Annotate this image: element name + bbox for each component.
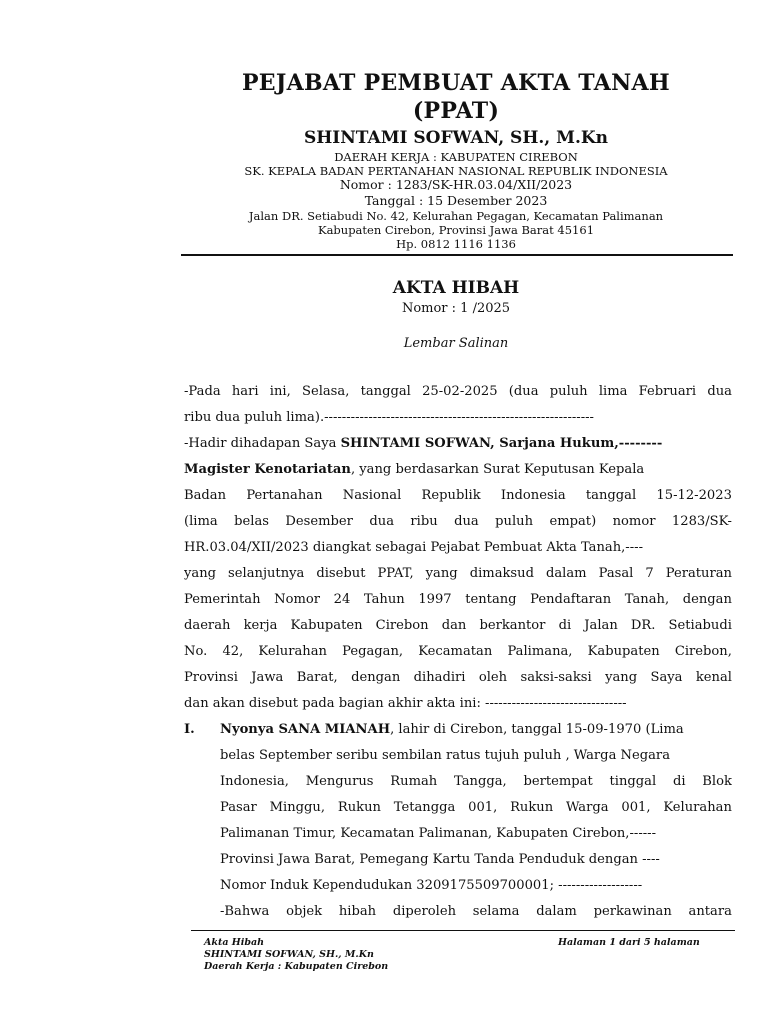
footer-doc-title: Akta Hibah [204,937,265,948]
copy-note: Lembar Salinan [403,336,509,351]
body-word: 7 [645,566,654,581]
body-word: belas [234,514,269,529]
body-word: Kabupaten [587,644,660,659]
body-word: 001, [621,800,651,815]
body-word: Rumah [390,774,438,789]
body-word: Selasa, [301,384,350,399]
body-word: hibah [338,904,377,919]
body-word: empat) [549,514,597,529]
body-word: selanjutnya [228,566,305,581]
party-name: Nyonya SANA MIANAH [220,722,391,737]
body-word: Tanah, [624,592,670,607]
body-word: kenal [695,670,732,685]
body-word: Februari [638,384,697,399]
body-word: Indonesia [500,488,566,503]
body-word: dan [441,618,467,633]
body-line [220,800,732,826]
body-word: dua [369,514,394,529]
letterhead-number: Nomor : 1283/SK-HR.03.04/XII/2023 [339,177,573,192]
body-line [184,592,732,618]
body-word: Pasal [598,566,634,581]
body-line [184,488,732,514]
body-line [184,462,732,488]
body-word: Cirebon, [674,644,732,659]
body-word: dalam [545,566,587,581]
body-word: bertempat [523,774,593,789]
body-word: Tahun [363,592,405,607]
body-text: , yang berdasarkan Surat Keputusan Kepala [350,462,645,477]
body-word: Rukun [337,800,381,815]
body-word: 42, [222,644,244,659]
body-line: Provinsi Jawa Barat, Pemegang Kartu Tanda Penduduk dengan ---- [220,852,660,867]
footer-area: Daerah Kerja : Kabupaten Cirebon [204,961,389,972]
body-word: Kecamatan [418,644,493,659]
body-word: 1283/SK- [671,514,732,529]
body-word: diperoleh [392,904,457,919]
footer-divider [191,930,735,931]
body-text: , lahir di Cirebon, tanggal 15-09-1970 (Lima [390,722,684,737]
body-word: dihadiri [413,670,466,685]
body-word: 001, [468,800,498,815]
body-line [220,774,732,800]
body-text: -Hadir dihadapan Saya [184,436,341,451]
body-word: 24 [333,592,351,607]
body-word: hari [231,384,259,399]
body-word: ini, [269,384,291,399]
body-word: objek [286,904,323,919]
letterhead-subtitle: (PPAT) [412,98,500,124]
body-word: Blok [702,774,732,789]
body-word: Saya [650,670,683,685]
letterhead-sk: SK. KEPALA BADAN PERTANAHAN NASIONAL REPUBLIK INDONESIA [244,164,668,178]
body-word: No. [184,644,208,659]
body-line: HR.03.04/XII/2023 diangkat sebagai Pejabat Pembuat Akta Tanah,---- [184,540,644,555]
body-line [184,670,732,696]
body-word: Jawa [251,670,284,685]
body-word: dalam [536,904,577,919]
body-line [184,436,732,462]
body-word: -Pada [184,384,221,399]
body-word: lima [598,384,628,399]
body-word: 25-02-2025 [422,384,498,399]
body-line [220,904,732,930]
body-word: Pendaftaran [530,592,612,607]
body-word: Pegagan, [342,644,404,659]
body-word: dua [707,384,732,399]
body-word: Palimana, [507,644,573,659]
notary-name: SHINTAMI SOFWAN, Sarjana Hukum,-------- [340,436,663,451]
body-line: Nomor Induk Kependudukan 3209175509700001; ------------------- [220,878,643,893]
body-word: dengan [351,670,401,685]
body-word: selama [472,904,520,919]
body-word: DR. [630,618,656,633]
body-word: Tetangga [393,800,456,815]
body-word: Badan [184,488,227,503]
body-word: di [672,774,686,789]
footer-notary: SHINTAMI SOFWAN, SH., M.Kn [204,949,374,960]
body-word: ribu [410,514,438,529]
body-word: Nomor [274,592,321,607]
body-word: di [558,618,572,633]
body-line: dan akan disebut pada bagian akhir akta ini: -------------------------------- [184,696,627,711]
deed-number: Nomor : 1 /2025 [401,301,511,316]
body-word: tanggal [585,488,637,503]
body-word: tinggal [609,774,657,789]
letterhead-date: Tanggal : 15 Desember 2023 [364,193,548,208]
letterhead-address-2: Kabupaten Cirebon, Provinsi Jawa Barat 45161 [317,223,595,237]
letterhead-name: SHINTAMI SOFWAN, SH., M.Kn [303,128,609,148]
body-line [184,644,732,670]
body-line: ribu dua puluh lima).------------------------------------------------------------- [184,410,594,425]
body-line [184,618,732,644]
body-line: Palimanan Timur, Kecamatan Palimanan, Kabupaten Cirebon,------ [220,826,657,841]
body-word: Indonesia, [220,774,289,789]
body-word: Kelurahan [258,644,327,659]
body-word: Nasional [342,488,402,503]
body-word: dengan [682,592,732,607]
body-word: Pemerintah [184,592,261,607]
notary-degree: Magister Kenotariatan [184,462,351,477]
body-word: Provinsi [184,670,238,685]
body-word: Barat, [296,670,338,685]
body-word: Warga [565,800,609,815]
item-marker: I. [184,722,195,737]
body-word: puluh [495,514,534,529]
body-word: Kabupaten [290,618,363,633]
deed-title: AKTA HIBAH [392,278,520,298]
letterhead-divider [181,254,733,256]
body-word: Pertanahan [246,488,323,503]
body-word: yang [184,566,217,581]
body-line [184,384,732,410]
letterhead-title: PEJABAT PEMBUAT AKTA TANAH [241,70,671,96]
body-word: Peraturan [665,566,732,581]
body-word: Tangga, [454,774,507,789]
body-word: disebut [316,566,366,581]
body-word: dua [454,514,479,529]
body-word: yang [605,670,638,685]
body-word: (dua [508,384,539,399]
body-word: Jalan [584,618,618,633]
body-word: nomor [612,514,656,529]
letterhead-phone: Hp. 0812 1116 1136 [396,237,516,251]
body-word: berkantor [479,618,546,633]
body-word: -Bahwa [220,904,270,919]
body-word: Cirebon [375,618,429,633]
body-word: (lima [184,514,218,529]
body-word: Setiabudi [668,618,732,633]
body-word: oleh [478,670,508,685]
body-word: saksi-saksi [520,670,592,685]
body-word: Minggu, [269,800,326,815]
footer-left [204,937,388,973]
body-word: 1997 [418,592,452,607]
body-word: PPAT, [377,566,414,581]
body-word: tentang [465,592,517,607]
footer-page-number: Halaman 1 dari 5 halaman [558,937,700,948]
body-word: Kelurahan [663,800,732,815]
letterhead-area: DAERAH KERJA : KABUPATEN CIREBON [334,150,578,164]
body-line [220,722,732,748]
body-word: antara [688,904,732,919]
body-word: Pasar [220,800,257,815]
body-word: tanggal [360,384,411,399]
body-word: Mengurus [305,774,374,789]
body-word: 15-12-2023 [656,488,732,503]
body-word: daerah [184,618,231,633]
body-line [184,514,732,540]
body-word: puluh [549,384,588,399]
body-word: perkawinan [593,904,672,919]
body-word: dimaksud [469,566,534,581]
body-word: Rukun [510,800,554,815]
body-word: kerja [243,618,278,633]
body-line: belas September seribu sembilan ratus tujuh puluh , Warga Negara [220,748,670,763]
body-word: Desember [285,514,353,529]
body-word: Republik [421,488,481,503]
body-line [184,566,732,592]
letterhead-address-1: Jalan DR. Setiabudi No. 42, Kelurahan Pegagan, Kecamatan Palimanan [248,209,664,223]
body-word: yang [425,566,458,581]
